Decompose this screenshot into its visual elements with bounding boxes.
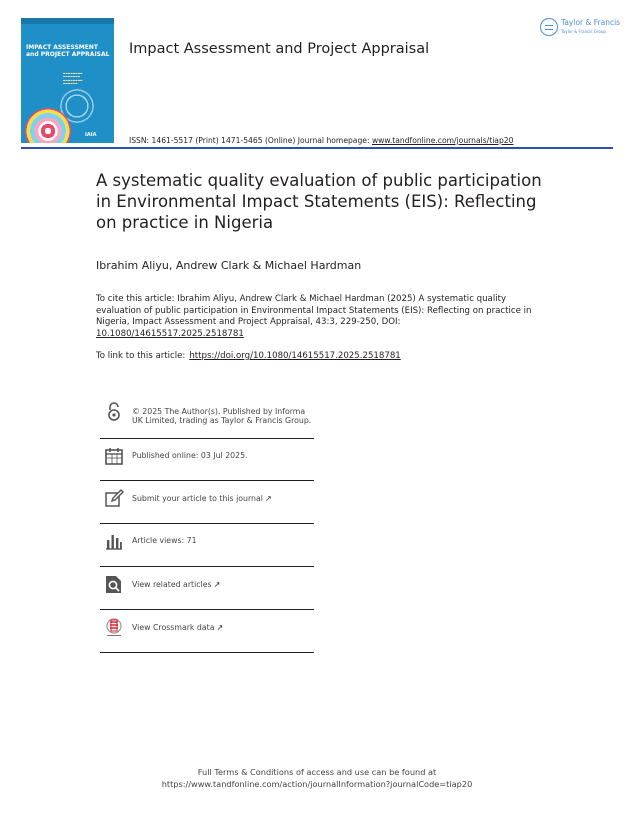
published-row [100,446,314,476]
bar-chart-icon [104,531,124,551]
header-divider [21,147,613,149]
open-access-text: © 2025 The Author(s). Published by Informa UK Limited, trading as Taylor & Francis Group. [132,407,312,426]
crossmark-icon [104,617,124,637]
open-access-row [100,402,314,438]
article-link-block [96,351,401,361]
crossmark-row[interactable] [100,617,314,647]
external-link-icon: ↗ [213,580,221,589]
views-row [100,531,314,561]
footer-terms-text: Full Terms & Conditions of access and use can be found at [197,767,437,777]
calendar-icon [104,446,124,466]
publisher-logo-icon [540,18,558,36]
citation-doi-link[interactable]: 10.1080/14615517.2025.2518781 [96,328,244,339]
cover-top-bar [21,18,114,24]
panel-divider [100,609,314,610]
journal-title: Impact Assessment and Project Appraisal [129,41,430,57]
open-access-icon [104,402,124,422]
external-link-icon: ↗ [216,623,224,632]
citation-block [96,294,536,340]
edit-icon [104,488,124,508]
issn-line [129,136,513,145]
journal-homepage-link[interactable]: www.tandfonline.com/journals/tiap20 [371,136,514,145]
external-link-icon: ↗ [264,494,272,503]
cover-title: IMPACT ASSESSMENT and PROJECT APPRAISAL [26,44,110,58]
cover-logo: IAIA [85,132,97,138]
cover-subtitle-lines: ▬▬▬▬▬▬▬▬ ▬▬▬▬▬▬▬ ▬▬▬▬▬▬▬▬ ▬▬▬▬▬▬ [63,72,83,86]
panel-divider [100,652,314,653]
submit-row[interactable] [100,488,314,518]
publisher-logo [540,16,621,38]
footer [0,766,634,790]
published-text: Published online: 03 Jul 2025. [132,451,248,460]
footer-terms-link[interactable]: https://www.tandfonline.com/action/journalInformation?journalCode=tiap20 [161,779,473,789]
views-text: Article views: 71 [132,536,197,545]
issn-text: ISSN: 1461-5517 (Print) 1471-5465 (Online) Journal homepage: [129,136,372,145]
article-authors: Ibrahim Aliyu, Andrew Clark & Michael Hardman [96,259,362,272]
crossmark-link[interactable]: View Crossmark data ↗ [132,623,224,632]
related-row[interactable] [100,574,314,604]
submit-link[interactable]: Submit your article to this journal ↗ [132,494,272,503]
article-title: A systematic quality evaluation of public participation in Environmental Impact Statements (EIS): Reflecting on practice in Nigeria [96,171,542,232]
citation-label: To cite this article: [96,294,175,304]
publisher-logo-tagline: Taylor & Francis Group [561,29,606,34]
link-label: To link to this article: [96,351,186,361]
related-articles-icon [104,574,124,594]
related-articles-link[interactable]: View related articles ↗ [132,580,221,589]
citation-text: Ibrahim Aliyu, Andrew Clark & Michael Hardman (2025) A systematic quality evaluation of public participation in Environmental Impact Statements (EIS): Reflecting on practice in Nigeria, Impact Assessment and Project Appraisal, 43:3, 229-250, DOI: [96,294,532,328]
publisher-logo-name: Taylor & Francis [561,18,621,27]
panel-divider [100,523,314,524]
panel-divider [100,566,314,567]
panel-divider [100,480,314,481]
journal-cover-image [21,18,114,143]
article-doi-link[interactable]: https://doi.org/10.1080/14615517.2025.2518781 [189,351,401,361]
panel-divider [100,438,314,439]
